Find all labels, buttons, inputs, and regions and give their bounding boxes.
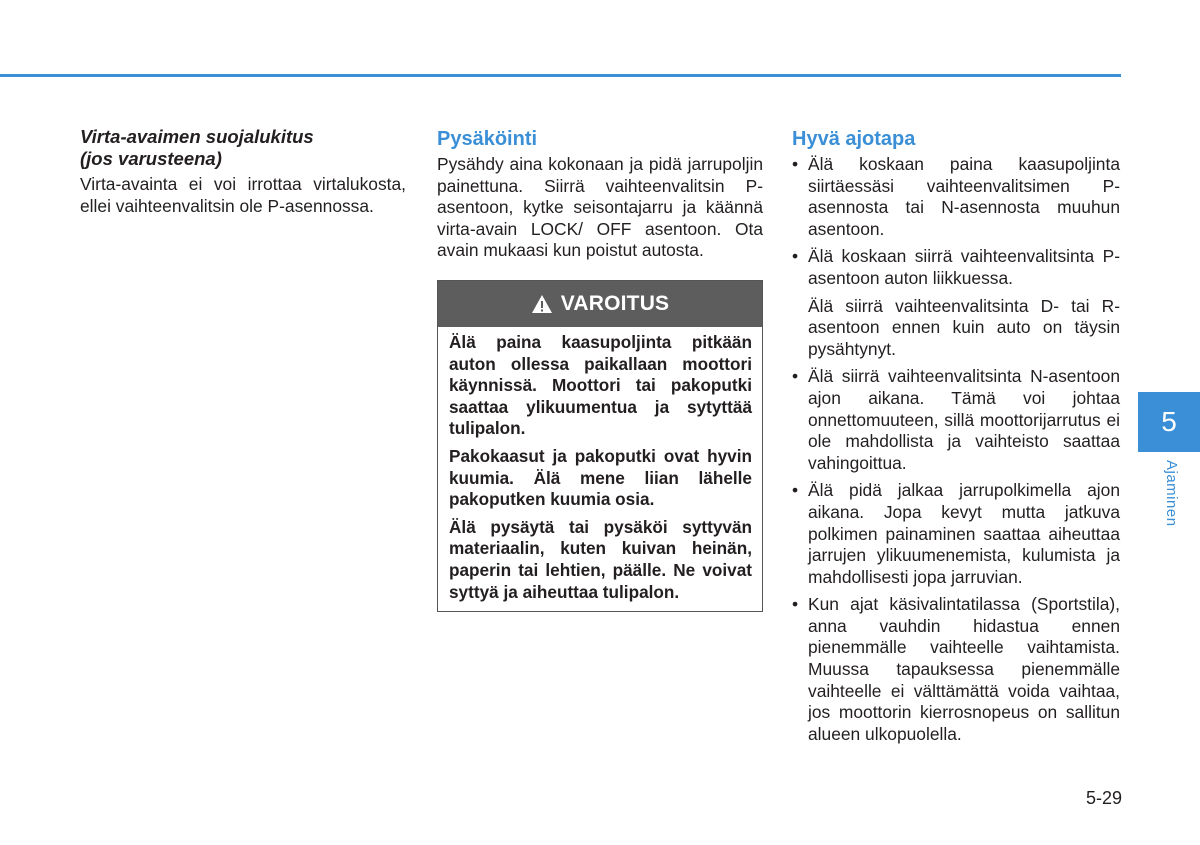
list-item-text: Älä siirrä vaihteenvalitsinta N-asentoon ajon aikana. Tämä voi johtaa onnettomuuteen, sillä moottorijarrutus ei ole mahdollista ja vaihteisto saattaa vahingoittua. <box>808 366 1120 473</box>
bullet: • <box>792 154 799 174</box>
parking-text: Pysähdy aina kokonaan ja pidä jarrupoljin painettuna. Siirrä vaihteenvalitsin P-asentoon, kytke seisontajarru ja käännä virta-avain LOCK/ OFF asentoon. Ota avain mukaasi kun poistut autosta. <box>437 154 763 261</box>
page-number: 5-29 <box>1086 788 1123 808</box>
bullet: • <box>792 246 799 267</box>
list-item-subtext: Älä siirrä vaihteenvalitsinta D- tai R-asentoon ennen kuin auto on täysin pysähtynyt. <box>808 295 1120 359</box>
top-rule <box>0 74 1121 77</box>
list-item <box>792 366 1120 474</box>
warning-title: VAROITUS <box>560 292 670 316</box>
list-item <box>792 154 1120 240</box>
warning-paragraph: Älä pysäytä tai pysäköi syttyvän materiaalin, kuten kuivan heinän, paperin tai lehtien, päälle. Ne voivat syttyä ja aiheuttaa tulipalon. <box>449 516 752 602</box>
warning-box <box>437 280 763 612</box>
chapter-tab: 5 <box>1138 392 1200 452</box>
warning-paragraph: Pakokaasut ja pakoputki ovat hyvin kuumia. Älä mene liian lähelle pakoputken kuumia osia. <box>449 445 752 510</box>
warning-paragraph: Älä paina kaasupoljinta pitkään auton ollessa paikallaan moottori käynnissä. Moottori tai pakoputki saattaa ylikuumentua ja sytyttää tulipalon. <box>449 331 752 439</box>
bullet: • <box>792 480 799 501</box>
parking-heading: Pysäköinti <box>437 128 538 150</box>
list-item-text: Älä pidä jalkaa jarrupolkimella ajon aikana. Jopa kevyt mutta jatkuva polkimen painaminen saattaa aiheuttaa jarrujen ylikuumenemista, kulumista ja mahdollisesti jopa jarruvian. <box>808 480 1120 587</box>
good-driving-heading: Hyvä ajotapa <box>792 128 916 150</box>
warning-body <box>438 327 762 611</box>
bullet: • <box>792 366 799 387</box>
list-item-text: Älä koskaan siirrä vaihteenvalitsinta P-asentoon auton liikkuessa. <box>808 246 1120 288</box>
list-item-text: Kun ajat käsivalintatilassa (Sportstila), anna vauhdin hidastua ennen pienemmälle vaihteelle vaihtamista. Muussa tapauksessa pienemmälle vaihteelle ei välttämättä voida vaihtaa, jos moottorin kierrosnopeus on sallitun alueen ulkopuolella. <box>808 594 1120 744</box>
bullet: • <box>792 594 799 615</box>
column-steering-lock <box>80 126 406 217</box>
warning-header <box>438 281 762 327</box>
warning-triangle-icon <box>531 294 553 314</box>
steering-lock-heading-line2: (jos varusteena) <box>80 148 222 169</box>
column-good-driving <box>792 126 1120 751</box>
chapter-label: Ajaminen <box>1163 460 1180 527</box>
steering-lock-text: Virta-avainta ei voi irrottaa virtalukosta, ellei vaihteenvalitsin ole P-asennossa. <box>80 174 406 216</box>
list-item <box>792 480 1120 588</box>
list-item <box>792 594 1120 745</box>
steering-lock-heading-line1: Virta-avaimen suojalukitus <box>80 126 314 147</box>
list-item <box>792 246 1120 360</box>
steering-lock-heading <box>80 126 406 170</box>
list-item-text: Älä koskaan paina kaasupoljinta siirtäessäsi vaihteenvalitsimen P-asennosta tai N-asennosta muuhun asentoon. <box>808 154 1120 239</box>
good-driving-list <box>792 154 1120 745</box>
column-parking <box>437 126 763 612</box>
